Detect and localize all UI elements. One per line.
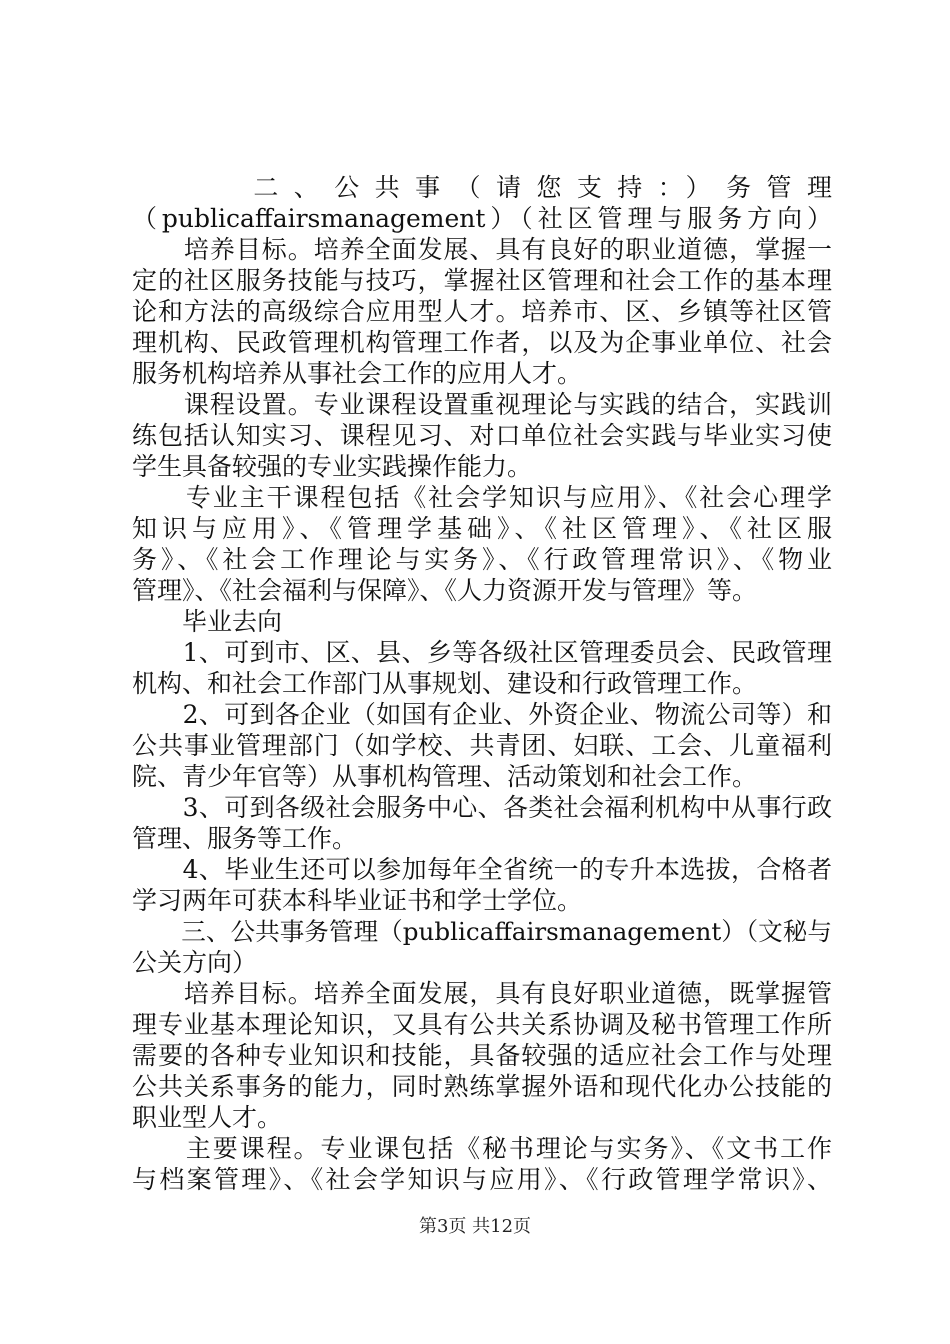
text-line: 专业主干课程包括《社会学知识与应用》、《社会心理学 [132,483,832,512]
text-line: （publicaffairsmanagement）（社区管理与服务方向） [132,204,832,233]
text-line: 知识与应用》、《管理学基础》、《社区管理》、《社区服 [132,514,832,543]
text-line: 学生具备较强的专业实践操作能力。 [132,452,533,481]
text-line: 务》、《社会工作理论与实务》、《行政管理常识》、《物业 [132,545,832,574]
text-line: 管理、服务等工作。 [132,824,358,853]
text-line: 需要的各种专业知识和技能，具备较强的适应社会工作与处理 [132,1041,832,1070]
text-line: 公共关系事务的能力，同时熟练掌握外语和现代化办公技能的 [132,1072,832,1101]
page-footer: 第3页 共12页 [418,1216,532,1237]
text-line: 公共事业管理部门（如学校、共青团、妇联、工会、儿童福利 [132,731,832,760]
text-line: 三、公共事务管理（publicaffairsmanagement）（文秘与 [132,917,832,946]
text-line: 4、毕业生还可以参加每年全省统一的专升本选拔，合格者 [132,855,832,884]
text-line: 毕业去向 [132,607,283,636]
text-line: 课程设置。专业课程设置重视理论与实践的结合，实践训 [132,390,832,419]
text-line: 机构、和社会工作部门从事规划、建设和行政管理工作。 [132,669,758,698]
text-line: 定的社区服务技能与技巧，掌握社区管理和社会工作的基本理 [132,266,832,295]
text-line: 公关方向） [132,948,258,977]
text-line: 理机构、民政管理机构管理工作者，以及为企事业单位、社会 [132,328,832,357]
text-line: 与档案管理》、《社会学知识与应用》、《行政管理学常识》、 [132,1165,832,1194]
text-line: 2、可到各企业（如国有企业、外资企业、物流公司等）和 [132,700,832,729]
text-line: 练包括认知实习、课程见习、对口单位社会实践与毕业实习使 [132,421,832,450]
text-line: 培养目标。培养全面发展，具有良好职业道德，既掌握管 [132,979,832,1008]
text-line: 学习两年可获本科毕业证书和学士学位。 [132,886,583,915]
body-text [132,172,832,1195]
text-line: 培养目标。培养全面发展、具有良好的职业道德，掌握一 [132,235,832,264]
text-line: 管理》、《社会福利与保障》、《人力资源开发与管理》等。 [132,576,758,605]
text-line: 主要课程。专业课包括《秘书理论与实务》、《文书工作 [132,1134,832,1163]
text-line: 论和方法的高级综合应用型人才。培养市、区、乡镇等社区管 [132,297,832,326]
text-line: 院、青少年官等）从事机构管理、活动策划和社会工作。 [132,762,758,791]
text-line: 理专业基本理论知识，又具有公共关系协调及秘书管理工作所 [132,1010,832,1039]
text-line: 职业型人才。 [132,1103,283,1132]
text-line: 3、可到各级社会服务中心、各类社会福利机构中从事行政 [132,793,832,822]
text-line: 二、公共事（请您支持：）务管理 [132,173,832,202]
text-line: 1、可到市、区、县、乡等各级社区管理委员会、民政管理 [132,638,832,667]
text-line: 服务机构培养从事社会工作的应用人才。 [132,359,583,388]
